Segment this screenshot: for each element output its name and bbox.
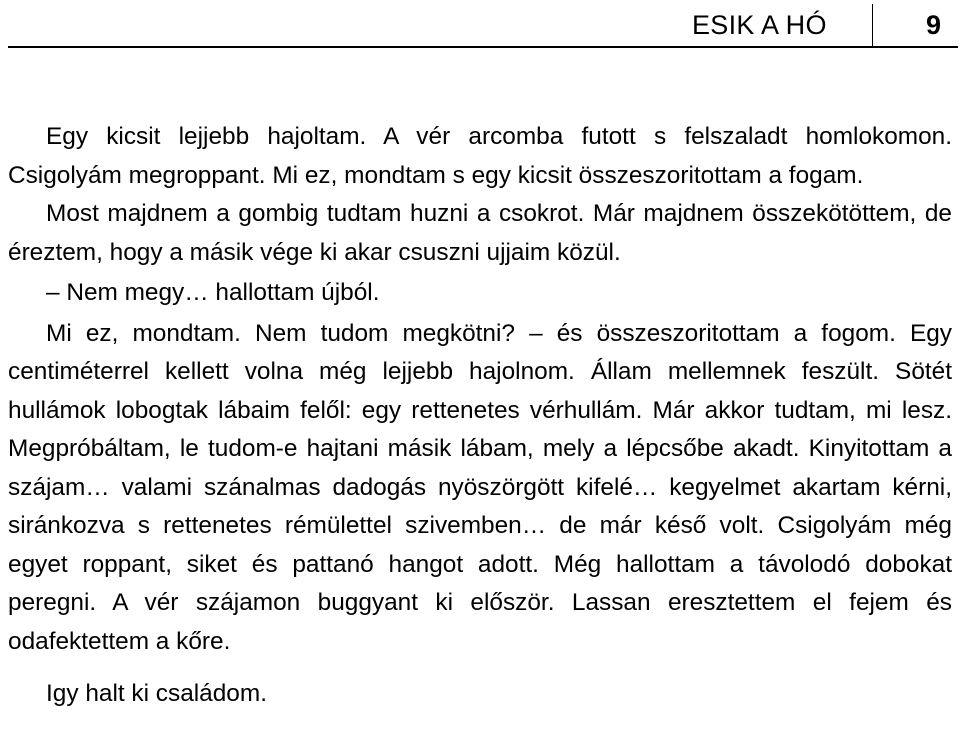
paragraph-4: Mi ez, mondtam. Nem tudom megkötni? – és összeszoritottam a fogom. Egy centiméterrel kellett volna még lejjebb hajolnom. Állam mellemnek feszült. Sötét hullámok lobogtak lábaim felől: egy rettenetes vérhullám. Már akkor tudtam, mi lesz. Megpróbáltam, le tudom-e hajtani másik lábam, mely a lépcsőbe akadt. Kinyitottam a szájam… valami szánalmas dadogás nyöszörgött kifelé… kegyelmet akartam kérni, siránkozva s rettenetes rémülettel szivemben… de már késő volt. Csigolyám még egyet roppant, siket és pattanó hangot adott. Még hallottam a távolodó dobokat peregni. A vér szájamon buggyant ki először. Lassan eresztettem el fejem és odafektettem a kőre. (8, 319, 952, 655)
header-divider (872, 4, 873, 46)
paragraph-5: Igy halt ki családom. (46, 680, 267, 707)
page-header (0, 0, 960, 48)
page-number: 9 (926, 10, 942, 40)
paragraph-1: Egy kicsit lejjebb hajoltam. A vér arcomba futott s felszaladt homlokomon. Csigolyám megroppant. Mi ez, mondtam s egy kicsit összeszoritottam a fogam. (8, 123, 952, 189)
running-title: ESIK A HÓ (692, 10, 827, 40)
paragraph-3-dialogue: – Nem megy… hallottam újból. (46, 279, 380, 306)
header-rule (8, 46, 958, 48)
paragraph-2: Most majdnem a gombig tudtam huzni a csokrot. Már majdnem összekötöttem, de éreztem, hogy a másik vége ki akar csuszni ujjaim közül. (8, 200, 952, 266)
body-text (8, 118, 952, 714)
